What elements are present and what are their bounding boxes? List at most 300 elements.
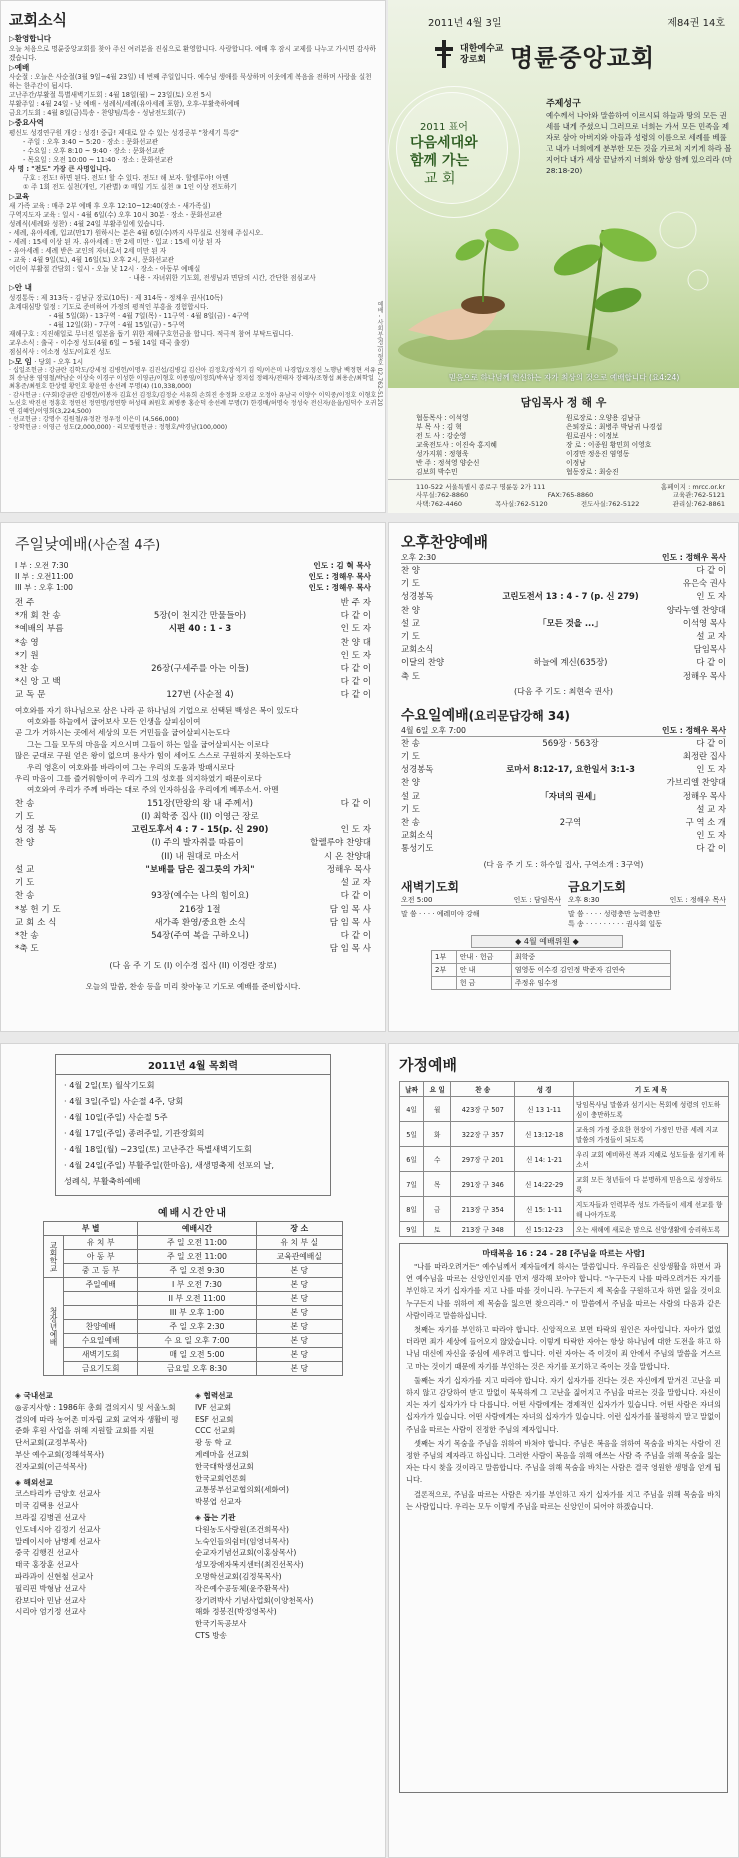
order-list-1 — [15, 597, 371, 703]
order-label: 전 주 — [15, 598, 35, 608]
order-item — [401, 776, 726, 789]
table-row — [400, 1197, 729, 1222]
order-person: 다 같 이 — [340, 930, 371, 941]
pm-leader: 인도 : 정해우 목사 — [662, 553, 726, 562]
order-content: 하늘에 계신(635장) — [533, 657, 608, 668]
dom-title: ◈ 국내선교 — [15, 1391, 53, 1400]
order-content: 127번 (사순절 4) — [166, 690, 234, 701]
sermon-box — [399, 1243, 728, 1793]
table-cell: 당임목사님 말씀과 섬기시는 목회에 성령의 인도하심이 충만하도록 — [574, 1097, 729, 1122]
calendar-item: · 4월 24일(주일) 부활주일(한마음), 새생명축제 선포의 날, — [64, 1160, 275, 1170]
theme-label: 2011 표어 — [420, 122, 468, 133]
staff-row — [416, 441, 739, 450]
order-person: 인 도 자 — [340, 650, 371, 661]
list-item: 계레마을 선교회 — [195, 1449, 249, 1459]
afternoon-wednesday-page — [388, 522, 739, 1032]
order-item — [15, 864, 371, 877]
table-cell: 본 당 — [256, 1292, 342, 1306]
order-label: 설 교 — [401, 790, 420, 801]
order-item — [401, 816, 726, 829]
table-cell: III 부 오후 1:00 — [138, 1306, 256, 1320]
wed-next-prayer: (다 음 주 기 도 : 하수일 집사, 구역소개 : 3구역) — [483, 859, 644, 869]
order-item — [15, 637, 371, 650]
staff-left: 전 도 사 : 강순영 — [416, 432, 467, 440]
order-content: 고린도전서 13 : 4 - 7 (p. 신 279) — [502, 591, 639, 602]
calendar-list — [56, 1075, 330, 1191]
staff-left: 교육전도사 : 이진숙 홍지혜 — [416, 441, 497, 449]
order-content: 2구역 — [559, 817, 582, 828]
order-content: 로마서 8:12-17, 요한일서 3:1-3 — [506, 764, 635, 775]
order-content: 고린도후서 4 : 7 - 15(p. 신 290) — [131, 825, 269, 836]
list-item: 시리아 엄기정 선교사 — [15, 1607, 86, 1617]
sermon-paragraph: 둘째는 자기 십자가를 지고 따라야 합니다. 자기 십자가를 진다는 것은 자신에게 맡겨진 고난을 피하지 않고 감당하여 받고 말없이 묵묵하게 그 고난을 짊어지고 주님을 따르는 것을 말합니다. 자신이 지는 자기 십자가가 다 다릅니다. 어떤 사람에게는 경제적인 십자가가 있습니다. 어떤 사람은 자녀의 십자가가 있습니다. 어떤 사람에게는 자녀의 십자가가 있습니다. 이런 십자가를 불평하지 말고 말없이 주님을 따르는 사람이 진정한 주님의 제자입니다. — [406, 1375, 721, 1434]
list-item: 광 동 학 교 — [195, 1438, 232, 1448]
table-cell: 수 — [424, 1147, 451, 1172]
worship-heading: ▷예배 — [9, 62, 30, 72]
table-cell — [432, 976, 457, 989]
table-cell: 교회 모든 청년들이 다 분명하게 믿음으로 성장하도록 — [574, 1172, 729, 1197]
list-item: 한국기독공보사 — [195, 1619, 247, 1629]
reading-line: 여호와를 자기 하나님으로 삼은 나라 곧 하나님의 기업으로 선택된 백성은 복이 있도다 — [15, 705, 299, 715]
table-cell: 8일 — [400, 1197, 424, 1222]
group-cell: 청장년예배 — [44, 1278, 64, 1376]
list-item: - 4월 12일(화) - 7구역 · 4월 15일(금) - 5구역 — [49, 320, 185, 329]
gathering-heading: ▷모 임 — [9, 356, 32, 366]
service-time-row — [15, 571, 371, 582]
order-label: 찬 양 — [401, 565, 420, 575]
table-cell — [64, 1292, 138, 1306]
list-item: CTS 방송 — [195, 1630, 227, 1640]
order-person: 다 같 이 — [340, 664, 371, 675]
table-cell: 4일 — [400, 1097, 424, 1122]
offering-list — [9, 367, 377, 433]
table-row — [432, 963, 671, 976]
order-label: 교 회 소 식 — [15, 917, 57, 928]
cover-issue: 제84권 14호 — [667, 18, 725, 29]
order-item — [15, 943, 371, 956]
wed-leader: 인도 : 정해우 목사 — [662, 725, 726, 735]
order-content: 569장 · 563장 — [542, 737, 599, 748]
staff-left: 성가지휘 : 정형욱 — [416, 450, 469, 458]
list-item: 구역지도자 교육 : 일시 - 4월 6일(수) 오후 10시 30분 · 장소 - 문화선교관 — [9, 211, 223, 219]
order-person: 다 같 이 — [696, 657, 726, 668]
order-content: 216장 1절 — [179, 904, 221, 915]
title-sub: (사순절 4주) — [87, 538, 161, 553]
service-leader: 인도 : 정해우 목사 — [308, 583, 371, 592]
order-label: *신 앙 고 백 — [15, 677, 61, 688]
list-item: 태국 홍장훈 선교사 — [15, 1560, 79, 1570]
list-item: 장기려박사 기념사업회(이양천목사) — [195, 1595, 314, 1605]
wed-order-list — [401, 737, 726, 856]
list-item: 재해구호 : 지진해일로 무너진 일본을 돕기 위한 재해구호헌금을 합니다. 적극적 참여 부탁드립니다. — [9, 329, 294, 338]
list-item: 금요기도회 : 4월 8일(금)특송 - 찬양팀/특송 - 성남전도회(구) — [9, 109, 186, 117]
phone-number: FAX:765-8860 — [547, 491, 594, 499]
list-item: · 장학헌금 : 이영근 성도(2,000,000) · 리모델링헌금 : 정형호/박경남(100,000) — [9, 424, 228, 432]
table-cell: 금요일 오후 8:30 — [138, 1362, 256, 1376]
table-header — [400, 1082, 729, 1097]
table-cell: 9일 — [400, 1222, 424, 1237]
side-strip-text: 예배 - 사회부(경)이형호 02-762-5120 — [376, 301, 383, 407]
table-cell: 신 15: 1-11 — [515, 1197, 574, 1222]
gathering-text: · 당회 - 오후 1시 — [34, 357, 84, 366]
order-item — [401, 737, 726, 750]
calendar-item: · 4월 2일(토) 월삭기도회 — [64, 1080, 155, 1090]
table-row — [44, 1264, 343, 1278]
list-item: 캄보디아 민남 선교사 — [15, 1595, 86, 1605]
table-cell: 1부 — [432, 950, 457, 963]
schedule-title: 예배시간안내 — [158, 1208, 228, 1219]
order-item — [15, 930, 371, 943]
order-person: 구 역 소 개 — [685, 817, 726, 828]
table-cell: 322장 구 357 — [451, 1122, 515, 1147]
table-row — [400, 1097, 729, 1122]
list-item: 초계대심방 일정 : 기도로 준비하여 가정의 평적인 부흥을 경험합시다. — [9, 302, 209, 311]
order-item — [15, 663, 371, 676]
order-label: 찬 양 — [15, 838, 35, 849]
order-item — [401, 617, 726, 630]
order-person: 다 같 이 — [340, 798, 371, 809]
table-header-cell: 찬 송 — [451, 1082, 515, 1097]
order-content: 시편 40 : 1 - 3 — [168, 624, 232, 635]
pm-title: 오후찬양예배 — [401, 533, 488, 551]
list-item: 점심식사 : 이소정 성도/이효진 성도 — [9, 347, 112, 356]
table-row — [44, 1334, 343, 1348]
order-label: 성 경 봉 독 — [15, 825, 57, 836]
service-time-row — [15, 560, 371, 571]
order-item — [15, 811, 371, 824]
table-cell: 최학중 — [511, 950, 670, 963]
table-header-cell: 부 별 — [44, 1222, 138, 1236]
list-item: 다원농도사랑원(조건희목사) — [195, 1524, 289, 1534]
order-person: 담 임 목 사 — [329, 917, 371, 928]
notice-heading: ▷중요사역 — [9, 118, 44, 127]
pm-next-prayer: (다음 주 기도 : 최현숙 권사) — [514, 686, 613, 696]
help-list — [195, 1524, 365, 1642]
table-cell: 주일예배 — [64, 1278, 138, 1292]
list-item: · 감사헌금 : (구회)강금란 김병헌/이봉자 김효선 김정호/김정순 서유희 손희진 송정화 오광교 오정아 유남국 이양수 이익중/이정호 이형호 노신호 박진선 정흥호 정연선 정연명/정연향 허성태 최원호 최병종 홍순덕 송선례 무명(7) 한경배/허명숙 정성숙 전신자/윤을/임덕수 오귀연 김혜인/이영희(3,224,500) — [9, 391, 377, 416]
foreign-list — [15, 1488, 185, 1618]
calendar-title: 2011년 4월 목회력 — [56, 1057, 330, 1075]
reading-line: 많은 군대로 구원 얻은 왕이 없으며 용사가 힘이 세어도 스스로 구원하지 못하는도다 — [15, 751, 291, 761]
table-cell: 아 동 부 — [64, 1250, 138, 1264]
table-header — [44, 1222, 343, 1236]
sprout-illustration — [388, 190, 739, 390]
list-item: 오명학선교회(김정묵목사) — [195, 1571, 282, 1581]
staff-row — [416, 423, 739, 432]
table-cell: 신 13 1-11 — [515, 1097, 574, 1122]
order-label: 찬 양 — [401, 777, 420, 788]
list-item: 구호 : 전도! 하면 된다. 전도! 할 수 있다. 전도! 해 보자. 할렐루야! 아멘 — [23, 173, 229, 182]
dawn-text: 말 씀 · · · · 예레미야 강해 — [401, 909, 480, 918]
order-person: 인 도 자 — [340, 825, 371, 836]
order-item — [401, 750, 726, 763]
order-item — [15, 917, 371, 930]
table-cell: 수요일예배 — [64, 1334, 138, 1348]
table-cell: 7일 — [400, 1172, 424, 1197]
order-content: "보배를 담은 질그릇의 가치" — [145, 864, 255, 875]
list-item: 사순절 : 오늘은 사순절(3월 9일~4월 23일) 네 번째 주일입니다. 예수님 생애를 묵상하며 이웃에게 복음을 전하며 사랑을 실천하는 한주간이 됩시다. — [9, 73, 372, 90]
list-item: 어린이 부활절 간담회 : 일시 - 오늘 낮 12시 · 장소 - 아동부 예배실 — [9, 265, 201, 273]
wed-title-main: 수요일예배 — [401, 707, 469, 724]
order-person: 담임목사 — [693, 644, 726, 655]
verse-text: 예수께서 나아와 말씀하여 이르시되 하늘과 땅의 모든 권세를 내게 주셨으니 그러므로 너희는 가서 모든 민족을 제자로 삼아 아버지와 아들과 성령의 이름으로 세례를 베풀고 내가 너희에게 분부한 모든 것을 가르쳐 지키게 하라 볼지어다 내가 세상 끝날까지 너희와 항상 함께 있으리라 (마28:18-20) — [546, 111, 732, 175]
list-item: 작은예수공동체(윤주환목사) — [195, 1583, 289, 1593]
staff-left: 김보희 박수민 — [416, 468, 458, 476]
verse-title: 주제성구 — [546, 99, 581, 109]
table-cell: 월 — [424, 1097, 451, 1122]
order-item — [401, 842, 726, 855]
wed-title-sub: (요리문답강해 34) — [468, 708, 571, 723]
staff-row — [416, 414, 739, 423]
cover-date: 2011년 4월 3일 — [428, 18, 502, 29]
bulletin-cover — [388, 0, 739, 513]
order-item — [15, 890, 371, 903]
staff-right: 원로장로 : 오양용 김남규 — [566, 414, 641, 422]
order-item — [15, 904, 371, 917]
coop-title: ◈ 협력선교 — [195, 1391, 233, 1400]
table-row — [400, 1222, 729, 1237]
table-row — [44, 1320, 343, 1334]
fri-line-1: 말 씀 · · · · 성령충만 능력충만 — [568, 909, 661, 918]
table-cell: 297장 구 201 — [451, 1147, 515, 1172]
calendar-item: 성례식, 부활축하예배 — [64, 1176, 141, 1186]
order-label: 교 독 문 — [15, 690, 46, 701]
order-label: *찬 송 — [15, 930, 39, 941]
list-item: 단서교회(교정부목사) — [15, 1438, 87, 1448]
notice-list — [9, 129, 377, 192]
table-cell: 5일 — [400, 1122, 424, 1147]
table-cell: 주 일 오전 11:00 — [138, 1250, 256, 1264]
phone-number: 전도사실:762-5122 — [580, 500, 640, 508]
order-person: 설 교 자 — [340, 878, 371, 889]
order-person: 다 같 이 — [696, 843, 726, 854]
list-item: ◎공지사항 : 1986年 총회 결의지시 및 서울노회 결의에 따라 농어촌 미자립 교회 교역자 생활비 평준화 후원 사업을 위해 지원할 교회를 지원 — [15, 1402, 179, 1436]
fri-leader: 인도 : 정해우 목사 — [669, 895, 726, 904]
table-cell: 매 일 오전 5:00 — [138, 1348, 256, 1362]
order-item — [15, 837, 371, 850]
table-cell: 교육관예배실 — [256, 1250, 342, 1264]
table-row — [44, 1306, 343, 1320]
order-person: 인 도 자 — [696, 591, 726, 602]
staff-right: 이경만 정응진 염영동 — [566, 450, 630, 458]
list-item: 부산 예수교회(정해석목사) — [15, 1449, 105, 1459]
order-content: (I) 최학중 집사 (II) 이영근 장로 — [141, 812, 259, 823]
order-item — [401, 763, 726, 776]
staff-right: 이정남 — [566, 459, 586, 467]
family-worship-page — [388, 1043, 739, 1858]
family-worship-table — [399, 1081, 729, 1237]
sermon-paragraph: "나를 따라오려거든" 예수님께서 제자들에게 하시는 말씀입니다. 우리들은 신앙생활을 하면서 과연 예수님을 따르는 신앙인인지를 먼저 생각해 보아야 합니다. "누구든지 나를 따라오려거든 자기를 부인하고 자기 십자가를 지고 나를 따를 것이니라. 누구든지 제 목숨을 구원하고자 하면 잃을 것이요 누구든지 나를 위하여 제 목숨을 잃으면 찾으리라." 이 말씀에서 주님을 따르는 사람의 다음과 같은 사람이라고 말씀하십니다. — [406, 1262, 721, 1320]
order-person: 반 주 자 — [340, 598, 371, 608]
for-title: ◈ 해외선교 — [15, 1477, 53, 1487]
order-person: 다 같 이 — [696, 737, 726, 748]
table-cell: 안 내 — [456, 963, 511, 976]
phone-number: 목사실:762-5120 — [495, 500, 548, 508]
dawn-title: 새벽기도회 — [401, 879, 459, 894]
table-cell: 291장 구 346 — [451, 1172, 515, 1197]
order-item — [15, 689, 371, 702]
title-main: 주일낮예배 — [15, 535, 88, 553]
order-list-2 — [15, 798, 371, 956]
staff-right: 원로권사 : 이정보 — [566, 432, 619, 440]
calendar-item: · 4월 18일(월) ~23일(토) 고난주간 특별새벽기도회 — [64, 1144, 252, 1154]
order-item — [401, 630, 726, 643]
order-person: 다 같 이 — [340, 690, 371, 701]
mission-columns — [15, 1390, 371, 1642]
gathering-row — [9, 357, 377, 368]
fri-line-2: 특 송 · · · · · · · · · 권사회 일동 — [568, 919, 663, 928]
table-cell: 신 14: 1-21 — [515, 1147, 574, 1172]
table-row — [432, 950, 671, 963]
order-item — [15, 650, 371, 663]
staff-list — [416, 414, 739, 477]
order-label: *개 회 찬 송 — [15, 611, 61, 622]
service-time: I 부 : 오전 7:30 — [15, 561, 69, 570]
sermon-paragraph: 셋째는 자기 목숨을 주님을 위하여 바쳐야 합니다. 주님은 복음을 위하여 목숨을 바치는 사람이 진정한 주님의 제자라고 하십니다. 그러한 사람이 복음을 위해 애쓰는 사람 즉 주님을 위해 목숨을 잃는 자는 다시 찾을 것이라고 말씀합니다. 주님을 위해 목숨을 바치는 사람은 결국 영원한 생명을 얻게 됩니다. — [406, 1438, 721, 1485]
service-leader: 인도 : 정해우 목사 — [308, 572, 371, 581]
list-item: - 주일 : 오후 3:40 ~ 5:20 · 장소 : 문화선교관 — [23, 137, 159, 146]
order-label: 찬 송 — [401, 817, 420, 828]
homepage-link[interactable]: 홈페이지 : mrcc.or.kr — [660, 483, 725, 491]
calendar-box — [55, 1054, 331, 1196]
list-item: 브라질 김병권 선교사 — [15, 1512, 86, 1522]
sermon-title: 마태복음 16 : 24 - 28 [주님을 따르는 사람] — [482, 1249, 645, 1258]
reading-line: 여호와여 우리가 주께 바라는 대로 주의 인자하심을 우리에게 베푸소서. 아멘 — [27, 785, 279, 795]
order-label: 교회소식 — [401, 644, 434, 655]
table-cell: 교육의 가정 중요한 현장이 가정인 만큼 세례 지교 말씀의 가정들이 되도록 — [574, 1122, 729, 1147]
staff-row — [416, 432, 739, 441]
phone-number: 관리실:762-8861 — [672, 500, 725, 508]
duty-table — [431, 950, 671, 990]
order-person: 인 도 자 — [340, 624, 371, 635]
order-label: 성경봉독 — [401, 764, 434, 775]
reading-line: 우리 영혼이 여호와를 바라이여 그는 우리의 도움과 방패시로다 — [27, 762, 235, 772]
table-header-cell: 요 일 — [424, 1082, 451, 1097]
list-item: ESF 선교회 — [195, 1414, 234, 1424]
order-item — [15, 798, 371, 811]
table-cell: 본 당 — [256, 1264, 342, 1278]
table-cell: 주 일 오전 9:30 — [138, 1264, 256, 1278]
order-person: 유은숙 권사 — [682, 578, 726, 589]
order-label: *송 영 — [15, 637, 39, 648]
next-prayer: (다 음 주 기 도 (I) 이수경 집사 (II) 이경란 장로) — [109, 961, 277, 971]
list-item: 박봉엽 선교자 — [195, 1497, 242, 1507]
list-item: 고난주간/부활절 특별새벽기도회 : 4월 18일(월) ~ 23일(토) 오전 5시 — [9, 91, 212, 99]
list-item: 말레이시아 남병제 선교사 — [15, 1536, 101, 1546]
edu-list — [9, 202, 377, 283]
order-label: 찬 송 — [15, 798, 35, 809]
table-cell: 안내 · 헌금 — [456, 950, 511, 963]
list-item: 파라과이 신현철 선교사 — [15, 1571, 94, 1581]
order-person: 담 임 목 사 — [329, 904, 371, 915]
dawn-prayer — [401, 878, 561, 929]
guide-list — [9, 294, 377, 357]
list-item: 필리핀 박형남 선교사 — [15, 1583, 86, 1593]
order-person: 정해우 목사 — [682, 670, 726, 681]
order-label: *봉 헌 기 도 — [15, 904, 61, 915]
staff-left: 부 목 사 : 김 혁 — [416, 423, 462, 431]
order-content: (I) 주의 발자취를 따름이 — [151, 838, 244, 849]
table-cell: 주정유 임수정 — [511, 976, 670, 989]
section-title — [15, 533, 371, 554]
coop-list — [195, 1402, 365, 1508]
reading-line: 우리 마음이 그를 즐거워함이여 우리가 그의 성호를 의지하였기 때문이로다 — [15, 774, 262, 784]
sermon-paragraph: 결론적으로, 주님을 따르는 사람은 자기를 부인하고 자기 십자가를 지고 주님을 위해 목숨을 바치는 사람입니다. 우리는 모두 이렇게 주님을 따르는 신앙인이 되어야 하겠습니다. — [406, 1489, 721, 1511]
list-item: 한국대학생선교회 — [195, 1461, 254, 1471]
dawn-leader: 인도 : 담임목사 — [513, 895, 561, 904]
order-person: 최정란 집사 — [682, 751, 726, 762]
table-header-cell: 성 경 — [515, 1082, 574, 1097]
welcome-heading: ▷환영합니다 — [9, 34, 51, 43]
table-cell: 본 당 — [256, 1278, 342, 1292]
service-times — [15, 560, 371, 593]
denomination-name: 대한예수교장로회 — [460, 44, 504, 65]
reading-line: 곧 그가 거하시는 곳에서 세상의 모든 거민들을 굽어살피시는도다 — [15, 728, 230, 738]
order-person: 다 같 이 — [340, 677, 371, 688]
table-row — [400, 1147, 729, 1172]
list-item: · 내용 - 자녀위한 기도회, 전생님과 면담의 시간, 간단한 점심교사 — [129, 274, 316, 282]
table-cell: 금 — [424, 1197, 451, 1222]
table-header-cell: 예배시간 — [138, 1222, 256, 1236]
table-cell: 신 14:22-29 — [515, 1172, 574, 1197]
table-cell: 주 일 오전 11:00 — [138, 1236, 256, 1250]
list-item: 순교자기념선교회(이홍삼목사) — [195, 1548, 297, 1558]
phone-number: 교육관:762-5121 — [672, 491, 725, 499]
service-leader: 인도 : 김 혁 목사 — [313, 561, 371, 570]
order-label: 기 도 — [15, 878, 35, 889]
order-item — [15, 851, 371, 864]
sermon-paragraph: 첫째는 자기를 부인하고 따라야 합니다. 신앙적으로 보면 타락의 원인은 자아입니다. 자아가 없었더라면 죄가 세상에 들어오지 않았습니다. 이렇게 타락한 자아는 항상 하나님에 대한 도전을 하고 하나님 대신에 자신을 중심에 세우려고 합니다. 이런 자아는 즉 이것이 죄 안에서 주님의 말씀을 거스르고 마는 것이기 때문에 자기를 부인하는 것은 자기를 포기하고 죽이는 것을 말합니다. — [406, 1325, 721, 1371]
order-item — [401, 803, 726, 816]
list-item: 부활주일 : 4월 24일 - 낮 예배 - 성례식/세례(유아세례 포함), 오후-부활축하예배 — [9, 100, 240, 108]
list-item: 미국 김택용 선교사 — [15, 1501, 79, 1511]
order-person: 설 교 자 — [696, 631, 726, 642]
order-item — [15, 623, 371, 636]
order-label: 이달의 찬양 — [401, 657, 445, 668]
table-row — [44, 1362, 343, 1376]
table-cell: 토 — [424, 1222, 451, 1237]
table-header-cell: 날짜 — [400, 1082, 424, 1097]
table-header-cell: 장 소 — [256, 1222, 342, 1236]
fri-time-row — [568, 895, 726, 906]
list-item: 교통봉부선교협의회(세화여) — [195, 1485, 289, 1495]
order-item — [401, 643, 726, 656]
order-content: (II) 내 원대로 마소서 — [160, 851, 240, 862]
order-item — [15, 597, 371, 610]
order-item — [401, 604, 726, 617]
reading-line: 여호와를 하늘에서 굽어보사 모든 인생을 살피심이여 — [27, 717, 201, 727]
table-cell: 유 치 부 실 — [256, 1236, 342, 1250]
order-person: 담 임 목 사 — [329, 944, 371, 955]
list-item: 코스타리카 금양호 선교사 — [15, 1489, 101, 1499]
order-item — [15, 610, 371, 623]
phone-row — [416, 500, 725, 509]
order-person: 찬 양 대 — [340, 637, 371, 648]
table-cell: 주 일 오후 2:30 — [138, 1320, 256, 1334]
reading-line: 그는 그들 모두의 마음을 지으시며 그들이 하는 일을 굽어살피시는 이로다 — [27, 739, 269, 749]
staff-left: 반 주 : 정석영 양순신 — [416, 459, 480, 467]
order-label: 기 도 — [401, 803, 420, 814]
table-header-cell: 기 도 제 목 — [574, 1082, 729, 1097]
table-cell: 찬양예배 — [64, 1320, 138, 1334]
order-item — [15, 676, 371, 689]
order-person: 다 같 이 — [340, 891, 371, 902]
order-person: 인 도 자 — [696, 764, 726, 775]
list-item: ① 주 1회 전도 실천(개인, 기관별) ② 매일 기도 실천 ③ 1인 이상 전도하기 — [23, 182, 237, 191]
list-item: - 4월 5일(화) - 13구역 · 4월 7일(목) - 11구역 · 4월 8일(금) - 4구역 — [49, 311, 250, 320]
duty-title: ◆ 4월 예배위원 ◆ — [471, 935, 623, 948]
family-title: 가정예배 — [399, 1056, 457, 1074]
